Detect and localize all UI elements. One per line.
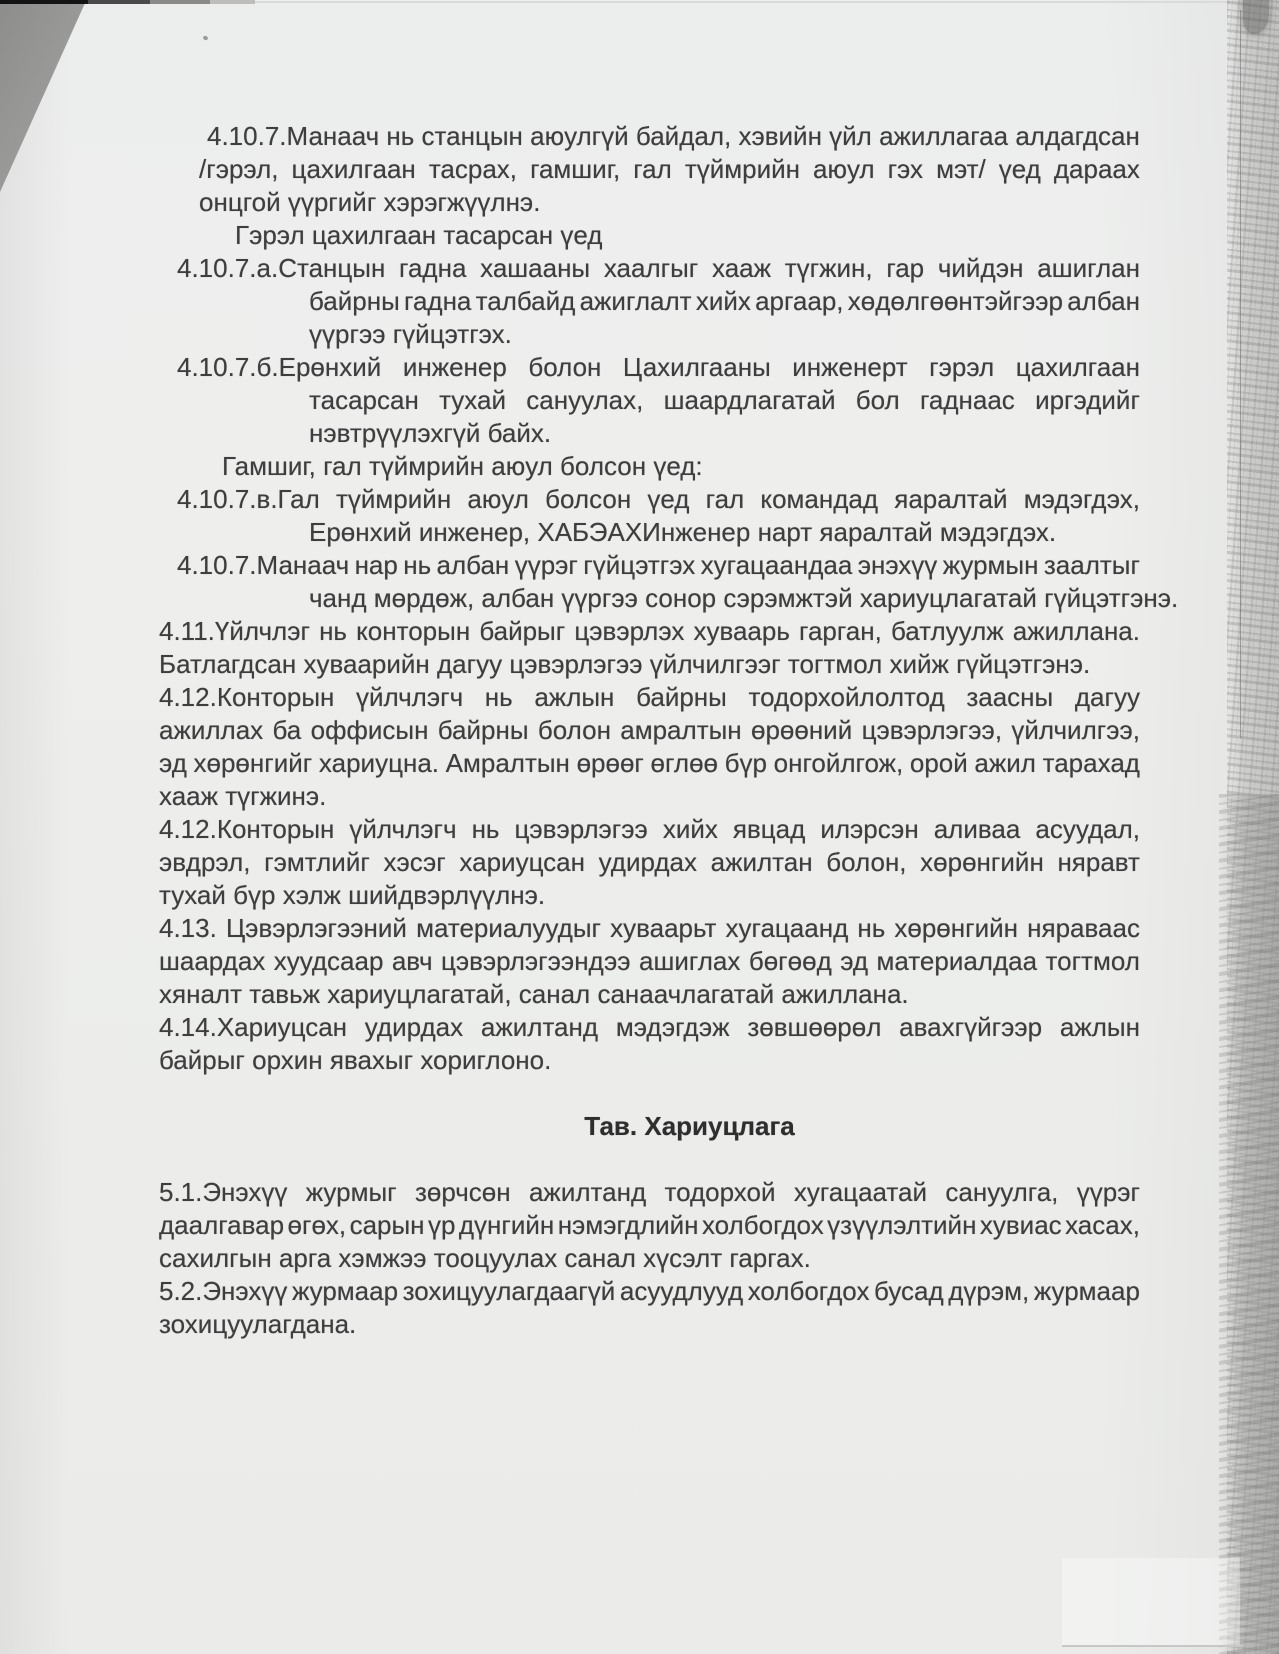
text-line: ажиллах ба оффисын байрны болон амралтын өрөөний цэвэрлэгээ, үйлчилгээ, — [159, 715, 1140, 745]
text-line: даалгавар өгөх, сарын үр дүнгийн нэмэгдлийн холбогдох үзүүлэлтийн хувиас хасах, — [159, 1210, 1140, 1240]
scan-bottom-right-patch — [1062, 1558, 1240, 1646]
scan-right-noise-strip-lower — [1219, 794, 1279, 1654]
text-line: Гэрэл цахилгаан тасарсан үед — [235, 220, 603, 250]
text-line: 5.1.Энэхүү журмыг зөрчсөн ажилтанд тодорхой хугацаатай сануулга, үүрэг — [159, 1177, 1140, 1207]
text-line: байрыг орхин явахыг хориглоно. — [159, 1045, 552, 1075]
text-line: хяналт тавьж хариуцлагатай, санал санаачлагатай ажиллана. — [159, 979, 909, 1009]
text-line: Батлагдсан хуваарийн дагуу цэвэрлэгээ үйлчилгээг тогтмол хийж гүйцэтгэнэ. — [159, 649, 1091, 679]
text-line: 4.10.7.в.Гал түймрийн аюул болсон үед гал командад яаралтай мэдэгдэх, — [177, 484, 1140, 514]
text-line: 4.10.7.б.Ерөнхий инженер болон Цахилгааны инженерт гэрэл цахилгаан — [177, 352, 1140, 382]
text-line: 4.14.Хариуцсан удирдах ажилтанд мэдэгдэж зөвшөөрөл авахгүйгээр ажлын — [159, 1012, 1140, 1042]
text-line: 4.12.Конторын үйлчлэгч нь цэвэрлэгээ хийх явцад илэрсэн аливаа асуудал, — [159, 814, 1140, 844]
blank-row — [159, 1143, 1140, 1176]
text-line: тухай бүр хэлж шийдвэрлүүлнэ. — [159, 880, 546, 910]
text-line: 5.2.Энэхүү журмаар зохицуулагдаагүй асуудлууд холбогдох бусад дүрэм, журмаар — [159, 1276, 1140, 1306]
text-line: байрны гадна талбайд ажиглалт хийх аргаар, хөдөлгөөнтэйгээр албан — [309, 286, 1140, 316]
scan-bottom-right-line — [1062, 1645, 1242, 1647]
text-line: 4.10.7.Манаач нь станцын аюулгүй байдал, хэвийн үйл ажиллагаа алдагдсан — [207, 121, 1140, 151]
text-line: 4.10.7.Манаач нар нь албан үүрэг гүйцэтгэх хугацаандаа энэхүү журмын заалтыг — [177, 550, 1140, 580]
text-line: хааж түгжинэ. — [159, 781, 327, 811]
text-line: 4.10.7.а.Станцын гадна хашааны хаалгыг хааж түгжин, гар чийдэн ашиглан — [177, 253, 1140, 283]
text-line: эд хөрөнгийг хариуцна. Амралтын өрөөг өглөө бүр онгойлгож, орой ажил тарахад — [159, 748, 1140, 778]
scan-corner-fold-artifact — [0, 0, 96, 192]
text-line: зохицуулагдана. — [159, 1309, 357, 1339]
scan-speck — [202, 35, 208, 41]
blank-row — [159, 1077, 1140, 1110]
document-body — [159, 120, 1179, 1341]
text-line: үүргээ гүйцэтгэх. — [309, 319, 512, 349]
text-line: 4.12.Конторын үйлчлэгч нь ажлын байрны тодорхойлолтод заасны дагуу — [159, 682, 1140, 712]
scan-top-faint-line — [255, 1, 1249, 3]
text-line: сахилгын арга хэмжээ тооцуулах санал хүсэлт гаргах. — [159, 1243, 811, 1273]
section-heading: Тав. Хариуцлага — [584, 1111, 795, 1141]
text-line: /гэрэл, цахилгаан тасрах, гамшиг, гал түймрийн аюул гэх мэт/ үед дараах — [199, 154, 1140, 184]
scan-top-edge-artifact — [0, 0, 255, 4]
text-line: 4.13. Цэвэрлэгээний материалуудыг хуваарьт хугацаанд нь хөрөнгийн няраваас — [159, 913, 1140, 943]
text-line: чанд мөрдөж, албан үүргээ сонор сэрэмжтэй хариуцлагатай гүйцэтгэнэ. — [309, 583, 1179, 613]
text-line: шаардах хуудсаар авч цэвэрлэгээндээ ашиглах бөгөөд эд материалдаа тогтмол — [159, 946, 1140, 976]
text-line: тасарсан тухай сануулах, шаардлагатай бол гаднаас иргэдийг — [309, 385, 1140, 415]
text-line: нэвтрүүлэхгүй байх. — [309, 418, 552, 448]
text-line: 4.11.Үйлчлэг нь конторын байрыг цэвэрлэх хуваарь гарган, батлуулж ажиллана. — [159, 616, 1140, 646]
text-line: онцгой үүргийг хэрэгжүүлнэ. — [199, 187, 541, 217]
text-line: эвдрэл, гэмтлийг хэсэг хариуцсан удирдах ажилтан болон, хөрөнгийн няравт — [159, 847, 1140, 877]
text-line: Гамшиг, гал түймрийн аюул болсон үед: — [222, 451, 703, 481]
scan-right-edge-line — [1240, 10, 1241, 738]
text-line: Ерөнхий инженер, ХАБЭАХИнженер нарт яаралтай мэдэгдэх. — [309, 517, 1057, 547]
